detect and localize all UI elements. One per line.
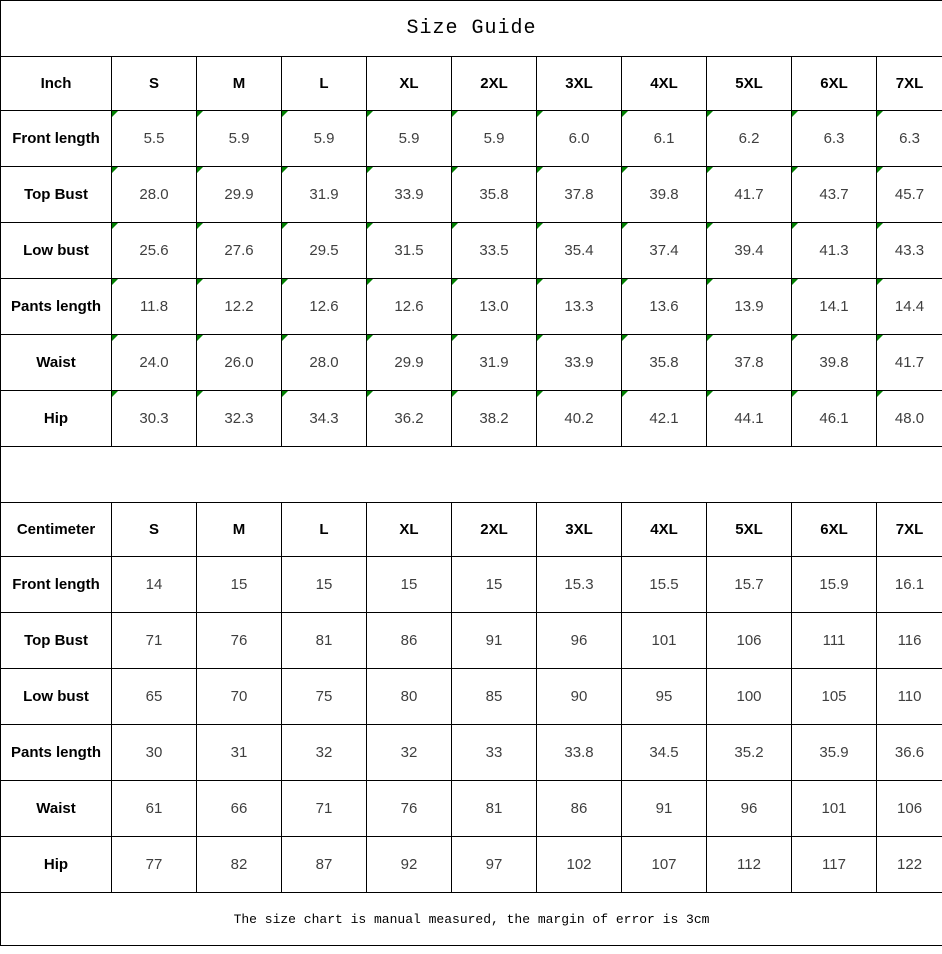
- value-cell: 42.1: [622, 391, 707, 447]
- centimeter-table-section: [1, 503, 942, 893]
- value-cell: 5.9: [282, 111, 367, 167]
- size-col-header: XL: [367, 57, 452, 111]
- value-cell: 71: [112, 613, 197, 669]
- gap-row: [1, 447, 942, 503]
- size-col-header: 2XL: [452, 57, 537, 111]
- size-col-header: M: [197, 57, 282, 111]
- value-cell: 29.9: [367, 335, 452, 391]
- measurement-label: Pants length: [1, 725, 112, 781]
- value-cell: 13.3: [537, 279, 622, 335]
- value-cell: 110: [877, 669, 942, 725]
- value-cell: 105: [792, 669, 877, 725]
- value-cell: 41.7: [707, 167, 792, 223]
- value-cell: 31.9: [452, 335, 537, 391]
- measurement-row: [1, 725, 942, 781]
- size-col-header: 6XL: [792, 57, 877, 111]
- value-cell: 77: [112, 837, 197, 893]
- value-cell: 6.3: [877, 111, 942, 167]
- value-cell: 39.8: [792, 335, 877, 391]
- measurement-label: Waist: [1, 781, 112, 837]
- value-cell: 46.1: [792, 391, 877, 447]
- measurement-row: [1, 613, 942, 669]
- value-cell: 87: [282, 837, 367, 893]
- value-cell: 15.3: [537, 557, 622, 613]
- value-cell: 15: [197, 557, 282, 613]
- value-cell: 112: [707, 837, 792, 893]
- value-cell: 26.0: [197, 335, 282, 391]
- size-col-header: 2XL: [452, 503, 537, 557]
- value-cell: 101: [622, 613, 707, 669]
- value-cell: 28.0: [112, 167, 197, 223]
- value-cell: 85: [452, 669, 537, 725]
- value-cell: 34.3: [282, 391, 367, 447]
- value-cell: 32: [367, 725, 452, 781]
- footer-row: [1, 893, 942, 946]
- value-cell: 6.1: [622, 111, 707, 167]
- value-cell: 71: [282, 781, 367, 837]
- value-cell: 91: [622, 781, 707, 837]
- value-cell: 97: [452, 837, 537, 893]
- measurement-label: Front length: [1, 557, 112, 613]
- inch-table-section: [1, 57, 942, 447]
- value-cell: 30.3: [112, 391, 197, 447]
- measurement-row: [1, 279, 942, 335]
- value-cell: 66: [197, 781, 282, 837]
- value-cell: 32: [282, 725, 367, 781]
- size-col-header: 3XL: [537, 503, 622, 557]
- value-cell: 45.7: [877, 167, 942, 223]
- value-cell: 36.6: [877, 725, 942, 781]
- measurement-row: [1, 669, 942, 725]
- value-cell: 70: [197, 669, 282, 725]
- value-cell: 116: [877, 613, 942, 669]
- value-cell: 101: [792, 781, 877, 837]
- value-cell: 5.9: [197, 111, 282, 167]
- value-cell: 25.6: [112, 223, 197, 279]
- size-col-header: 5XL: [707, 57, 792, 111]
- size-col-header: M: [197, 503, 282, 557]
- value-cell: 86: [537, 781, 622, 837]
- measurement-label: Front length: [1, 111, 112, 167]
- title-row: [1, 1, 942, 57]
- value-cell: 15.7: [707, 557, 792, 613]
- value-cell: 102: [537, 837, 622, 893]
- value-cell: 24.0: [112, 335, 197, 391]
- value-cell: 28.0: [282, 335, 367, 391]
- value-cell: 6.2: [707, 111, 792, 167]
- value-cell: 29.5: [282, 223, 367, 279]
- value-cell: 37.8: [707, 335, 792, 391]
- value-cell: 38.2: [452, 391, 537, 447]
- measurement-row: [1, 391, 942, 447]
- value-cell: 100: [707, 669, 792, 725]
- value-cell: 35.9: [792, 725, 877, 781]
- value-cell: 15: [367, 557, 452, 613]
- value-cell: 37.4: [622, 223, 707, 279]
- size-col-header: S: [112, 503, 197, 557]
- value-cell: 33: [452, 725, 537, 781]
- value-cell: 30: [112, 725, 197, 781]
- value-cell: 31.5: [367, 223, 452, 279]
- measurement-label: Hip: [1, 837, 112, 893]
- size-header-row: [1, 57, 942, 111]
- value-cell: 32.3: [197, 391, 282, 447]
- measurement-label: Low bust: [1, 669, 112, 725]
- value-cell: 111: [792, 613, 877, 669]
- value-cell: 35.8: [452, 167, 537, 223]
- value-cell: 33.8: [537, 725, 622, 781]
- measurement-row: [1, 223, 942, 279]
- value-cell: 81: [452, 781, 537, 837]
- value-cell: 90: [537, 669, 622, 725]
- size-col-header: 7XL: [877, 57, 942, 111]
- measurement-row: [1, 781, 942, 837]
- table-spacer: [1, 447, 942, 503]
- value-cell: 40.2: [537, 391, 622, 447]
- footer-section: [1, 893, 942, 946]
- size-col-header: XL: [367, 503, 452, 557]
- gap-section: [1, 447, 942, 503]
- value-cell: 15.9: [792, 557, 877, 613]
- value-cell: 35.4: [537, 223, 622, 279]
- value-cell: 86: [367, 613, 452, 669]
- value-cell: 35.8: [622, 335, 707, 391]
- value-cell: 33.9: [367, 167, 452, 223]
- measurement-row: [1, 167, 942, 223]
- value-cell: 35.2: [707, 725, 792, 781]
- measurement-row: [1, 557, 942, 613]
- value-cell: 6.3: [792, 111, 877, 167]
- value-cell: 106: [707, 613, 792, 669]
- value-cell: 81: [282, 613, 367, 669]
- unit-header: Inch: [1, 57, 112, 111]
- measurement-label: Top Bust: [1, 613, 112, 669]
- value-cell: 39.8: [622, 167, 707, 223]
- unit-header: Centimeter: [1, 503, 112, 557]
- size-col-header: 5XL: [707, 503, 792, 557]
- value-cell: 5.5: [112, 111, 197, 167]
- size-col-header: S: [112, 57, 197, 111]
- value-cell: 37.8: [537, 167, 622, 223]
- measurement-label: Low bust: [1, 223, 112, 279]
- size-header-row: [1, 503, 942, 557]
- value-cell: 6.0: [537, 111, 622, 167]
- value-cell: 65: [112, 669, 197, 725]
- size-col-header: 6XL: [792, 503, 877, 557]
- value-cell: 36.2: [367, 391, 452, 447]
- value-cell: 15: [282, 557, 367, 613]
- value-cell: 117: [792, 837, 877, 893]
- value-cell: 82: [197, 837, 282, 893]
- value-cell: 92: [367, 837, 452, 893]
- value-cell: 61: [112, 781, 197, 837]
- size-col-header: L: [282, 57, 367, 111]
- value-cell: 76: [367, 781, 452, 837]
- measurement-label: Hip: [1, 391, 112, 447]
- value-cell: 43.3: [877, 223, 942, 279]
- value-cell: 122: [877, 837, 942, 893]
- value-cell: 41.7: [877, 335, 942, 391]
- value-cell: 91: [452, 613, 537, 669]
- value-cell: 95: [622, 669, 707, 725]
- footer-note: The size chart is manual measured, the margin of error is 3cm: [1, 893, 942, 946]
- value-cell: 29.9: [197, 167, 282, 223]
- value-cell: 34.5: [622, 725, 707, 781]
- value-cell: 33.5: [452, 223, 537, 279]
- value-cell: 107: [622, 837, 707, 893]
- value-cell: 5.9: [452, 111, 537, 167]
- value-cell: 39.4: [707, 223, 792, 279]
- size-col-header: 3XL: [537, 57, 622, 111]
- value-cell: 14.1: [792, 279, 877, 335]
- value-cell: 75: [282, 669, 367, 725]
- value-cell: 12.6: [282, 279, 367, 335]
- size-col-header: 7XL: [877, 503, 942, 557]
- value-cell: 27.6: [197, 223, 282, 279]
- value-cell: 13.9: [707, 279, 792, 335]
- value-cell: 31: [197, 725, 282, 781]
- value-cell: 12.2: [197, 279, 282, 335]
- size-col-header: L: [282, 503, 367, 557]
- value-cell: 15.5: [622, 557, 707, 613]
- value-cell: 44.1: [707, 391, 792, 447]
- measurement-row: [1, 837, 942, 893]
- value-cell: 12.6: [367, 279, 452, 335]
- measurement-row: [1, 111, 942, 167]
- measurement-row: [1, 335, 942, 391]
- value-cell: 48.0: [877, 391, 942, 447]
- value-cell: 80: [367, 669, 452, 725]
- size-col-header: 4XL: [622, 503, 707, 557]
- value-cell: 76: [197, 613, 282, 669]
- value-cell: 15: [452, 557, 537, 613]
- measurement-label: Waist: [1, 335, 112, 391]
- measurement-label: Pants length: [1, 279, 112, 335]
- value-cell: 13.6: [622, 279, 707, 335]
- value-cell: 106: [877, 781, 942, 837]
- value-cell: 41.3: [792, 223, 877, 279]
- page-title: Size Guide: [1, 1, 942, 57]
- value-cell: 43.7: [792, 167, 877, 223]
- value-cell: 14.4: [877, 279, 942, 335]
- title-section: [1, 1, 942, 57]
- value-cell: 13.0: [452, 279, 537, 335]
- measurement-label: Top Bust: [1, 167, 112, 223]
- value-cell: 96: [707, 781, 792, 837]
- value-cell: 33.9: [537, 335, 622, 391]
- value-cell: 16.1: [877, 557, 942, 613]
- value-cell: 31.9: [282, 167, 367, 223]
- size-col-header: 4XL: [622, 57, 707, 111]
- value-cell: 96: [537, 613, 622, 669]
- value-cell: 5.9: [367, 111, 452, 167]
- value-cell: 11.8: [112, 279, 197, 335]
- value-cell: 14: [112, 557, 197, 613]
